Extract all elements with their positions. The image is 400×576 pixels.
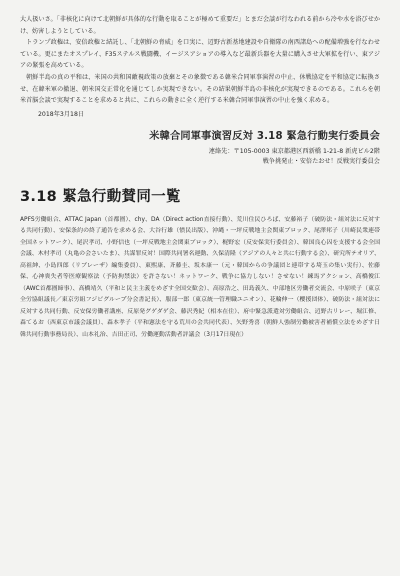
contact-organization: 戦争挑発止・安倍たおせ！反戦実行委員会 — [262, 158, 380, 166]
paragraph-2: トランプ政権は、安倍政権と結託し、「北朝鮮の脅威」を口実に、辺野古新基地建設や自衛隊の南西諸島への配備増強を行なわせている。更にまたオスプレイ、F35ステルス戦闘機、イージスアショアの導入など最新兵器を大量に購入させ大軍拡を行い、東アジアの緊張を高めている。 — [20, 39, 380, 70]
contact-address: 連絡先：〒105-0003 東京都港区西新橋 1-21-8 新虎ビル2階 — [208, 147, 380, 155]
paragraph-3: 朝鮮半島の真の平和は、米国の共和国敵視政策の放棄とその象徴である韓米合同軍事演習の中止、休戦協定を平和協定に転換させ、在韓米軍の撤退、朝米国交正常化を通じてしか実現できない。その結果朝鮮半島の非核化が実現できるのである。これらを朝米首脳会談で実現することを求めると共に、これらの動きに全く逆行する米韓合同軍事演習の中止を強く求める。 — [20, 73, 380, 105]
supporters-list: APFS労働組合、ATTAC Japan（首都圏）、chy、DA（Direct action直接行動）、荒川住民ひろば、安藤裕子（破防法・組対法に反対する共同行動）、安保条約の終了通告を求める会、大谷行雄（憤民出版）、沖縄・一坪反戦地主会関東ブロック、尾澤邦子（川崎民衆連帯全国ネットワーク）、尾沢孝司、小野信也（一坪反戦地主会関東ブロック）、梶野宏（反安保実行委員会）、韓国良心囚を支援する会全国会議、木村孝司（丸亀の会さいたま）、共謀罪反対！国際共同署名運動、久保清隆（アジアの人々と共に行動する会）、研究所テオリア、高祖紳、小島四郎（リブレーザ）編集委員）、東熙康、斉藤圭、坂本康一（元・韓国からの争議団と連帯する埼玉の集い実行）、佐藤保、心神喪失者等医療観察法（予防拘禁法）を許さない！ネットワーク、戦争に協力しない！させない！練馬アクション、高橋俊江（AWC首都圏締事）、高橋靖久（平和と民主主義をめざす全国交歓会）、高原浩之、田島義久、中部地区労働者交流会、中原咲子（東京全労協組議長／東京労組フジビグループ分会書記長）、服部一郎（東京統一管理職ユニオン）、花輪伸一（櫻援団体）、破防法・組対法に反対する共同行動、反安保労働者講座、反原発グゲダゲ会、藤沢秀紀（相本在住）、府中緊急派遣対労働組合、辺野古リレー、堀江修、森てるお（西東京市議会議員）、森本孝子（平和憲法を守る荒川の会共同代表）、矢野秀喜（朝鮮人強制労働被害者補償立法をめざす日韓共同行動事務局長）、山本礼治、吉田正司、労働運動活動者評議会（3月17日現在） — [20, 216, 380, 338]
statement-date: 2018年3月18日 — [38, 110, 85, 118]
section-title: 3.18 緊急行動賛同一覧 — [20, 188, 181, 205]
committee-name: 米韓合同軍事演習反対 3.18 緊急行動実行委員会 — [149, 130, 380, 142]
paragraph-1: 大人扱いさ。「非核化に向けて北朝鮮が具体的な行動を取ることが極めて重要だ」とまだ会談が行なわれる前から冷や水を浴びせかけ、妨害しようとしている。 — [20, 16, 380, 35]
